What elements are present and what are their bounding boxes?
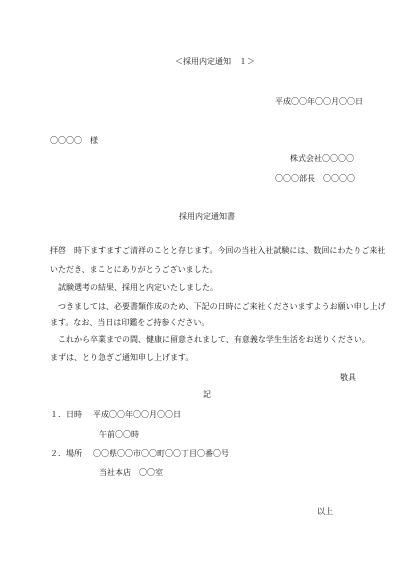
- sender-name: 〇〇〇部長 〇〇〇〇: [275, 174, 355, 183]
- body-line: ます。なお、当日は印鑑をご持参ください。: [50, 318, 210, 327]
- ki-marker: 記: [203, 390, 211, 399]
- item-value-date: 平成〇〇年〇〇月〇〇日: [93, 410, 181, 419]
- item-label-datetime: １．日時: [50, 410, 82, 419]
- body-line: まずは、とり急ぎご通知申し上げます。: [50, 353, 194, 362]
- item-label-place: ２．場所: [50, 449, 82, 458]
- end-ijou: 以上: [317, 507, 333, 516]
- body-line: 拝啓 時下ますますご清祥のことと存じます。今回の当社入社試験には、数回にわたりご来社: [50, 246, 386, 255]
- closing-keigu: 敬具: [340, 373, 356, 382]
- item-value-room: 当社本店 〇〇室: [99, 468, 163, 477]
- document-title: 採用内定通知書: [179, 212, 235, 221]
- item-value-time: 午前〇〇時: [99, 430, 139, 439]
- issue-date: 平成〇〇年〇〇月〇〇日: [275, 97, 363, 106]
- body-line: これから卒業までの間、健康に留意されまして、有意義な学生生活をお送りください。: [50, 335, 370, 344]
- recipient-name: 〇〇〇〇 様: [50, 136, 98, 145]
- document-heading: ＜採用内定通知 １＞: [175, 57, 255, 66]
- company-name: 株式会社〇〇〇〇: [290, 154, 354, 163]
- body-line: 試験選考の結果、採用と内定いたしました。: [50, 283, 218, 292]
- body-line: いただき、まことにありがとうございました。: [50, 265, 218, 274]
- item-value-address: 〇〇県〇〇市〇〇町〇〇丁目〇番〇号: [93, 449, 229, 458]
- body-line: つきましては、必要書類作成のため、下記の日時にご来社くださいますようお願い申し上げ: [50, 302, 386, 311]
